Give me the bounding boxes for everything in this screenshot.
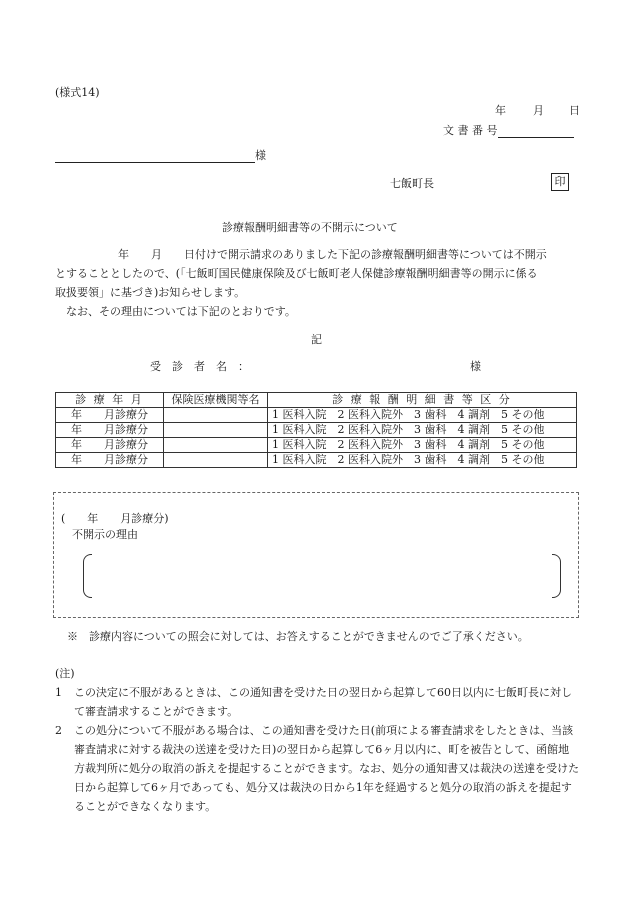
note-number: 1 — [55, 686, 62, 699]
reason-label: 不開示の理由 — [72, 528, 138, 541]
issuer: 七飯町長 — [390, 177, 434, 190]
cell-month: 年 月診療分 — [56, 453, 164, 468]
table-header-row — [56, 393, 577, 408]
patient-suffix: 様 — [470, 360, 481, 373]
form-number: (様式14) — [55, 86, 100, 99]
cell-category: 1 医科入院 2 医科入院外 3 歯科 4 調剤 5 その他 — [268, 438, 577, 453]
notes-section — [55, 664, 580, 816]
cell-month: 年 月診療分 — [56, 423, 164, 438]
document-title: 診療報酬明細書等の不開示について — [222, 221, 398, 234]
note-text: この処分について不服がある場合は、この通知書を受けた日(前項による審査請求をしたときは、当該審査請求に対する裁決の送達を受けた日)の翌日から起算して6ヶ月以内に、町を被告として、函館地方裁判所に処分の取消の訴えを提起することができます。なお、処分の通知書又は裁決の送達を受けた日から起算して6ヶ月であっても、処分又は裁決の日から1年を経過すると処分の取消の訴えを提起することができなくなります。 — [74, 724, 580, 813]
table-row — [56, 453, 577, 468]
claims-table — [55, 392, 577, 468]
recipient — [55, 147, 266, 163]
column-header-institution: 保険医療機関等名 — [164, 393, 268, 408]
body-line-1: 年 月 日付けで開示請求のありました下記の診療報酬明細書等については不開示 — [118, 248, 547, 261]
note-text: この決定に不服があるときは、この通知書を受けた日の翌日から起算して60日以内に七飯町長に対して審査請求することができます。 — [74, 686, 572, 718]
document-number-label: 文 書 番 号 — [443, 124, 498, 137]
patient-label: 受 診 者 名 ： — [150, 360, 249, 373]
cell-institution — [164, 438, 268, 453]
date-year: 年 — [495, 104, 506, 117]
document-number — [443, 122, 574, 138]
cell-category: 1 医科入院 2 医科入院外 3 歯科 4 調剤 5 その他 — [268, 423, 577, 438]
body-text — [55, 245, 577, 321]
date-day: 日 — [569, 104, 580, 117]
table-row — [56, 408, 577, 423]
reason-bracket-left — [83, 554, 92, 598]
reason-period: ( 年 月診療分) — [61, 512, 169, 525]
note-item — [55, 721, 580, 816]
table-row — [56, 438, 577, 453]
date-month: 月 — [533, 104, 544, 117]
body-line-3: 取扱要領」に基づき)お知らせします。 — [55, 286, 246, 299]
document-number-blank — [498, 125, 574, 138]
cell-institution — [164, 453, 268, 468]
cell-category: 1 医科入院 2 医科入院外 3 歯科 4 調剤 5 その他 — [268, 408, 577, 423]
cell-month: 年 月診療分 — [56, 438, 164, 453]
note-number: 2 — [55, 724, 62, 737]
cell-month: 年 月診療分 — [56, 408, 164, 423]
asterisk-note: ※ 診療内容についての照会に対しては、お答えすることができませんのでご了承ください。 — [67, 630, 529, 643]
table-row — [56, 423, 577, 438]
cell-institution — [164, 423, 268, 438]
cell-category: 1 医科入院 2 医科入院外 3 歯科 4 調剤 5 その他 — [268, 453, 577, 468]
recipient-suffix: 様 — [255, 149, 266, 162]
cell-institution — [164, 408, 268, 423]
note-item — [55, 683, 580, 721]
seal-stamp: 印 — [551, 173, 569, 191]
notes-heading: (注) — [55, 667, 75, 680]
reason-bracket-right — [552, 554, 561, 598]
body-line-2: とすることとしたので、(「七飯町国民健康保険及び七飯町老人保健診療報酬明細書等の開示に係る — [55, 267, 538, 280]
body-line-4: なお、その理由については下記のとおりです。 — [66, 305, 296, 318]
column-header-category: 診 療 報 酬 明 細 書 等 区 分 — [268, 393, 577, 408]
ki-heading: 記 — [311, 333, 322, 346]
recipient-name-blank — [55, 150, 255, 163]
column-header-month: 診 療 年 月 — [56, 393, 164, 408]
